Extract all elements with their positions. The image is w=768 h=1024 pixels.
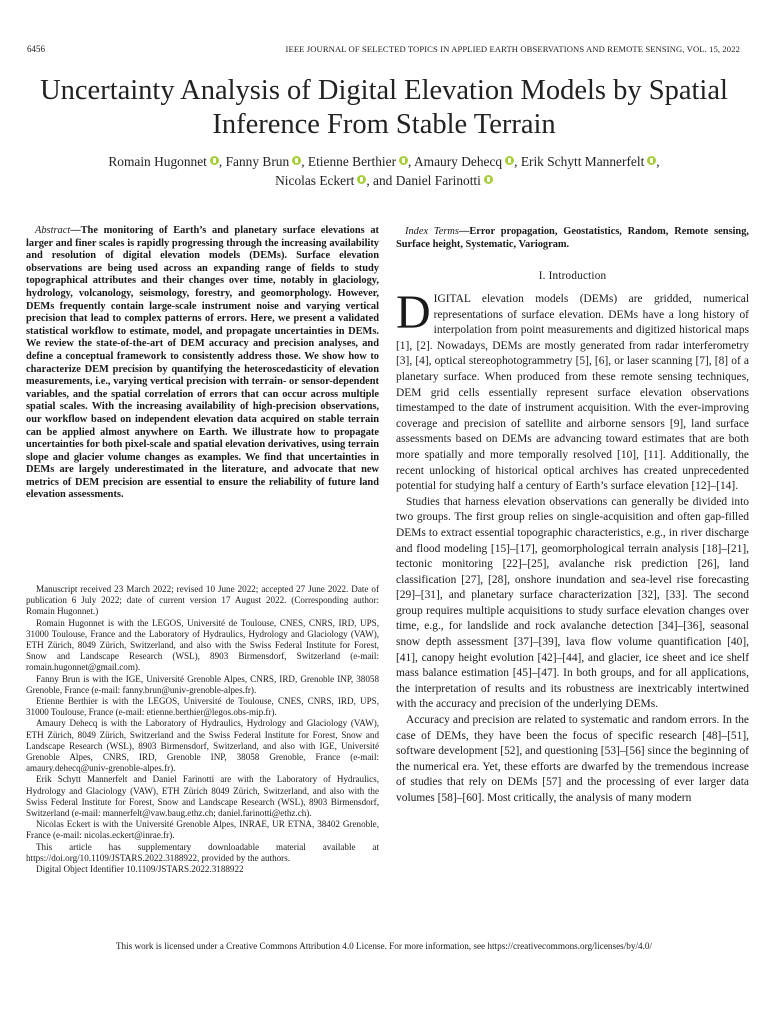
footnote-affiliation: Etienne Berthier is with the LEGOS, Université de Toulouse, CNES, CNRS, IRD, UPS, 31000 Toulouse, France (e-mail: etienne.berthier@legos.obs-mip.fr).: [26, 696, 379, 718]
author-name: Daniel Farinotti: [395, 173, 481, 188]
page-number: 6456: [27, 44, 45, 54]
footnote-affiliation: Romain Hugonnet is with the LEGOS, Université de Toulouse, CNES, CNRS, IRD, UPS, 31000 Toulouse, France and the Laboratory of Hydraulics, Hydrology and Glaciology (VAW), ETH Zürich, 8049 Zürich, Switzerland, and also with the Swiss Federal Institute for Forest, Snow and Landscape Research (WSL), 8903 Birmensdorf, Switzerland (e-mail: romain.hugonnet@gmail.com).: [26, 617, 379, 673]
orcid-icon[interactable]: [292, 156, 301, 165]
author-name: Amaury Dehecq: [414, 154, 503, 169]
footnote-supplementary: This article has supplementary downloadable material available at https://doi.org/10.1109/JSTARS.2022.3188922, provided by the authors.: [26, 841, 379, 863]
footnotes: [26, 584, 379, 875]
footnote-affiliation: Nicolas Eckert is with the Université Grenoble Alpes, INRAE, UR ETNA, 38402 Grenoble, France (e-mail: nicolas.eckert@inrae.fr).: [26, 819, 379, 841]
footnote-affiliation: Amaury Dehecq is with the Laboratory of Hydraulics, Hydrology and Glaciology (VAW), ETH Zürich, 8049 Zürich, Switzerland and the Swiss Federal Institute for Forest, Snow and Landscape Research (WSL), 8903 Birmensdorf, Switzerland, and also with IGE, Université Grenoble Alpes, CNRS, IRD, Grenoble INP, 38058 Grenoble, France (e-mail: amaury.dehecq@univ-grenoble-alpes.fr).: [26, 718, 379, 774]
author-name: Nicolas Eckert: [275, 173, 355, 188]
footnote-affiliation: Fanny Brun is with the IGE, Université Grenoble Alpes, CNRS, IRD, Grenoble INP, 38058 Grenoble, France (e-mail: fanny.brun@univ-grenoble-alpes.fr).: [26, 673, 379, 695]
intro-paragraph: DIGITAL elevation models (DEMs) are gridded, numerical representations of surface elevation. DEMs have a long history of interpolation from point measurements and digitized historical maps [1], [2]. Nowadays, DEMs are mostly generated from radar interferometry [3], [4], optical stereophotogrammetry [5], [6], or laser scanning [7], [8] of a planetary surface. When produced from these remote sensing techniques, DEM grid cells essentially represent surface elevation observations timestamped to the date of instrument acquisition. With the ever-improving coverage and precision of satellite and airborne sensors [9], land surface assessments based on DEMs are advancing toward estimates that are both more spatially and more temporally resolved [10], [11]. Additionally, the recent unlocking of historical optical archives has created unprecedented potential for studying half a century of Earth’s surface elevation [12]–[14].: [396, 286, 749, 493]
section-heading: I. Introduction: [538, 270, 607, 282]
orcid-icon[interactable]: [647, 156, 656, 165]
abstract: Abstract—The monitoring of Earth’s and planetary surface elevations at larger and finer scales is rapidly progressing through the increasing availability and resolution of digital elevation models (DEMs). Surface elevation observations are being used across an expanding range of fields to study topographical attributes and their changes over time, notably in glaciology, hydrology, volcanology, seismology, forestry, and geomorphology. However, DEMs frequently contain large-scale instrument noise and varying vertical precision that lead to complex patterns of errors. Here, we present a validated statistical workflow to estimate, model, and propagate uncertainties in DEMs. We review the state-of-the-art of DEM accuracy and precision analyses, and define a conceptual framework to consistently address those. We show how to characterize DEM precision by quantifying the heteroscedasticity of elevation measurements, i.e., varying vertical precision with terrain- or sensor-dependent variables, and the spatial correlation of errors that can occur across multiple spatial scales. With the increasing availability of high-precision observations, our workflow based on independent elevation data acquired on stable terrain can be applied almost anywhere on Earth. We illustrate how to propagate uncertainties for both pixel-scale and spatial elevation derivatives, using terrain slope and glacier volume changes as examples. We find that uncertainties in DEMs are largely underestimated in the literature, and advocate that new metrics of DEM precision are essential to ensure the reliability of future land elevation assessments.: [26, 225, 379, 501]
paper-title: Uncertainty Analysis of Digital Elevation Models by Spatial Inference From Stable Terrain: [40, 75, 728, 140]
intro-paragraph: Accuracy and precision are related to systematic and random errors. In the case of DEMs, they have been the focus of specific research [48]–[51], software development [52], and questioning [53]–[56] since the beginning of the numerical era. Yet, these efforts are dwarfed by the tremendous increase of studies that rely on DEMs [57] and the processing of ever larger data volumes [58]–[60]. Most critically, the analysis of many modern: [396, 714, 749, 804]
footnote-manuscript: Manuscript received 23 March 2022; revised 10 June 2022; accepted 27 June 2022. Date of publication 6 July 2022; date of current version 17 August 2022. (Corresponding author: Romain Hugonnet.): [26, 584, 379, 617]
index-terms-text: Error propagation, Geostatistics, Random, Remote sensing, Surface height, Systematic, Variogram.: [396, 226, 750, 250]
orcid-icon[interactable]: [505, 156, 514, 165]
footnote-affiliation: Erik Schytt Mannerfelt and Daniel Farinotti are with the Laboratory of Hydraulics, Hydrology and Glaciology (VAW), ETH Zürich 8049 Zürich, Switzerland, and also with the Swiss Federal Institute for Forest, Snow and Landscape Research (WSL), 8903 Birmensdorf, Switzerland (e-mail: mannerfelt@vaw.baug.ethz.ch; daniel.farinotti@ethz.ch).: [26, 774, 379, 819]
author-name: Etienne Berthier: [307, 154, 397, 169]
abstract-label: Abstract: [35, 225, 71, 236]
orcid-icon[interactable]: [484, 175, 493, 184]
author-list: Romain Hugonnet , Fanny Brun , Etienne Berthier , Amaury Dehecq , Erik Schytt Mannerfelt , Nicolas Eckert , and Daniel Farinotti: [108, 154, 660, 188]
footnote-doi: Digital Object Identifier 10.1109/JSTARS.2022.3188922: [36, 864, 244, 875]
author-name: Romain Hugonnet: [108, 154, 207, 169]
orcid-icon[interactable]: [210, 156, 219, 165]
introduction-body: [396, 286, 749, 807]
orcid-icon[interactable]: [357, 175, 366, 184]
orcid-icon[interactable]: [399, 156, 408, 165]
abstract-text: The monitoring of Earth’s and planetary surface elevations at larger and finer scales is rapidly progressing through the increasing availability and resolution of digital elevation models (DEMs). Surface elevation observations are being used across an expanding range of fields to study topographical attributes and their changes over time, notably in glaciology, hydrology, volcanology, seismology, forestry, and geomorphology. However, DEMs frequently contain large-scale instrument noise and varying vertical precision that lead to complex patterns of errors. Here, we present a validated statistical workflow to estimate, model, and propagate uncertainties in DEMs. We review the state-of-the-art of DEM accuracy and precision analyses, and define a conceptual framework to consistently address those. We show how to characterize DEM precision by quantifying the heteroscedasticity of elevation measurements, i.e., varying vertical precision with terrain- or sensor-dependent variables, and the spatial correlation of errors that can occur across multiple spatial scales. With the increasing availability of high-precision observations, our workflow based on independent elevation data acquired on stable terrain can be applied almost anywhere on Earth. We illustrate how to propagate uncertainties for both pixel-scale and spatial elevation derivatives, using terrain slope and glacier volume changes as examples. We find that uncertainties in DEMs are largely underestimated in the literature, and advocate that new metrics of DEM precision are essential to ensure the reliability of future land elevation assessments.: [26, 225, 379, 501]
author-name: Fanny Brun: [225, 154, 290, 169]
index-terms-label: Index Terms: [405, 226, 459, 237]
index-terms: Index Terms—Error propagation, Geostatistics, Random, Remote sensing, Surface height, Systematic, Variogram.: [396, 226, 750, 250]
author-name: Erik Schytt Mannerfelt: [520, 154, 645, 169]
running-header: IEEE JOURNAL OF SELECTED TOPICS IN APPLIED EARTH OBSERVATIONS AND REMOTE SENSING, VOL. 15, 2022: [285, 44, 740, 54]
dropcap: D: [396, 286, 431, 339]
intro-paragraph: Studies that harness elevation observations can generally be divided into two groups. The first group relies on single-acquisition and often gap-filled DEMs to extract essential topographic characteristics, e.g., in river discharge and flood modeling [15]–[17], geomorphological terrain analysis [18]–[21], tectonic monitoring [22]–[25], avalanche risk prediction [26], land classification [27], [28], onshore inundation and sea-level rise forecasting [29]–[31], and planetary surface characterization [32], [33]. The second group requires multiple acquisitions to study surface elevation changes over time, e.g., for landslide and rock avalanche detection [34]–[36], seasonal snow depth assessment [37]–[39], lava flow volume quantification [40], [41], canopy height evolution [42]–[44], and glacier, ice sheet and ice shelf mass balance estimation [45]–[47]. In both groups, and for all applications, the interpretation of results and its robustness are inextricably intertwined with the accuracy and precision of the underlying DEMs.: [396, 495, 749, 711]
license-notice: This work is licensed under a Creative Commons Attribution 4.0 License. For more information, see https://creativecommons.org/licenses/by/4.0/: [115, 941, 653, 951]
